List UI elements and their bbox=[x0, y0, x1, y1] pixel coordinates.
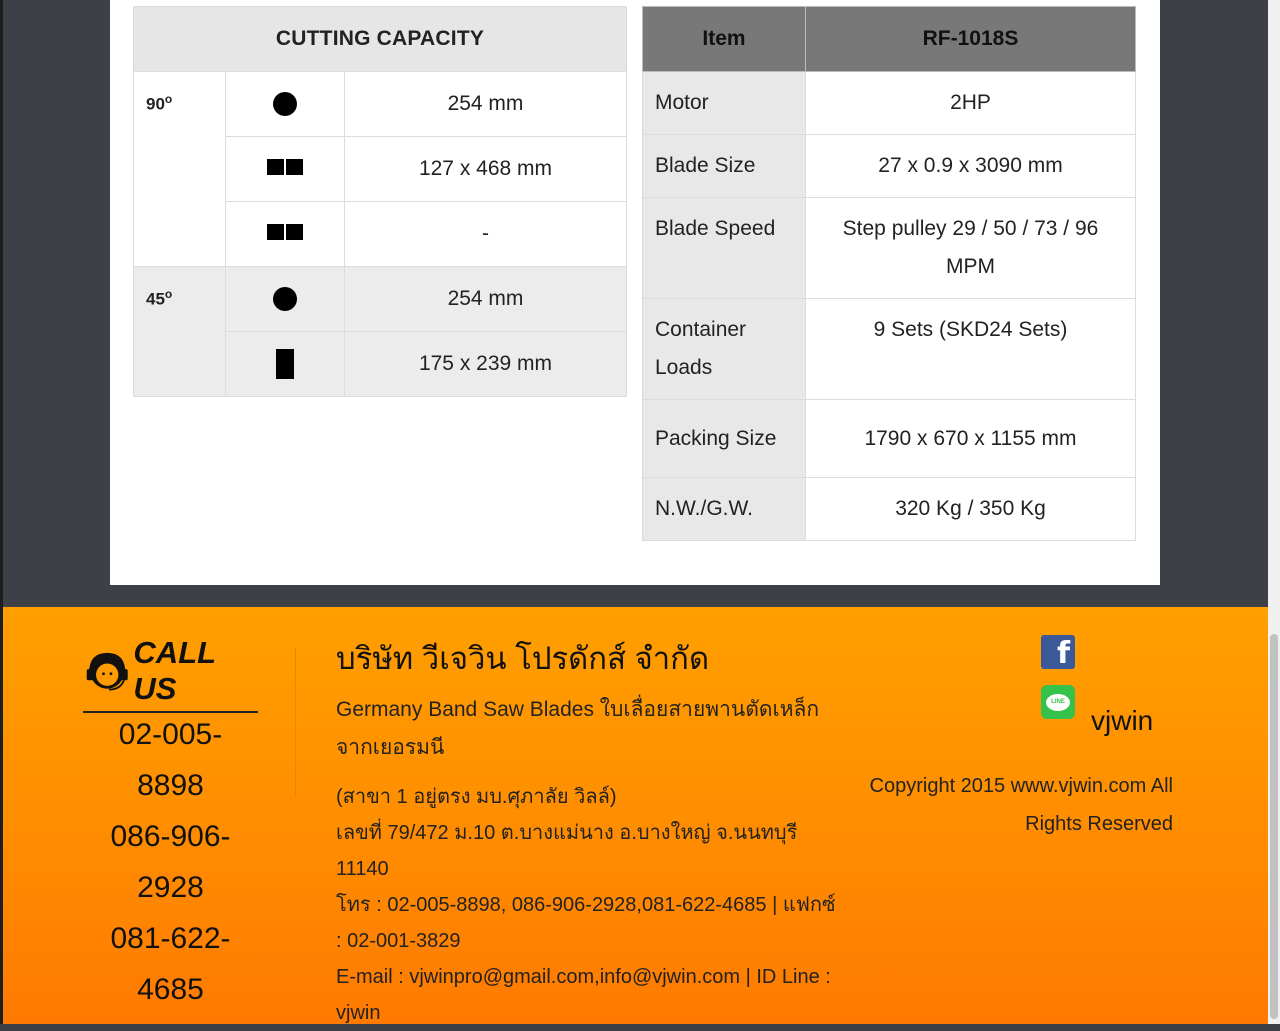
spec-label: Blade Speed bbox=[643, 198, 806, 299]
round-bar-icon bbox=[273, 287, 297, 311]
table-row bbox=[134, 72, 627, 137]
table-row bbox=[643, 72, 1136, 135]
phone-list bbox=[88, 709, 253, 1015]
phone-number[interactable]: 086-906-2928 bbox=[110, 820, 231, 904]
social-links bbox=[1041, 635, 1154, 736]
table-header-row bbox=[643, 7, 1136, 72]
page-scrollbar[interactable] bbox=[1268, 0, 1280, 1024]
table-row bbox=[643, 299, 1136, 400]
call-us-title: CALL US bbox=[133, 635, 216, 706]
table-row bbox=[643, 478, 1136, 541]
tall-rectangle-bar-icon bbox=[276, 349, 294, 379]
item-header: Item bbox=[643, 7, 806, 72]
spec-value: 9 Sets (SKD24 Sets) bbox=[806, 299, 1136, 400]
cutting-capacity-header: CUTTING CAPACITY bbox=[134, 7, 627, 72]
phone-number[interactable]: 02-005-8898 bbox=[118, 718, 223, 802]
rect-shape-cell bbox=[226, 137, 345, 202]
round-bar-icon bbox=[273, 92, 297, 116]
table-row bbox=[643, 400, 1136, 478]
angle-90-cell bbox=[134, 72, 226, 267]
capacity-value: 254 mm bbox=[345, 72, 627, 137]
round-shape-cell bbox=[226, 267, 345, 332]
scrollbar-thumb[interactable] bbox=[1270, 634, 1278, 1019]
site-footer bbox=[3, 607, 1268, 1024]
table-row bbox=[643, 198, 1136, 299]
degree-symbol: o bbox=[164, 287, 173, 301]
spec-value: Step pulley 29 / 50 / 73 / 96 MPM bbox=[806, 198, 1136, 299]
spec-label: Motor bbox=[643, 72, 806, 135]
copyright-text: Copyright 2015 www.vjwin.com All Rights Reserved bbox=[869, 775, 1173, 835]
spec-label: Container Loads bbox=[643, 299, 806, 400]
round-shape-cell bbox=[226, 72, 345, 137]
email-line-text: E-mail : vjwinpro@gmail.com,info@vjwin.com | ID Line : vjwin bbox=[336, 966, 831, 1024]
line-contact bbox=[1041, 685, 1153, 737]
rect-shape-cell bbox=[226, 202, 345, 267]
rectangle-bar-icon bbox=[266, 222, 304, 246]
line-app-icon[interactable]: LINE bbox=[1041, 685, 1075, 719]
spec-label: N.W./G.W. bbox=[643, 478, 806, 541]
product-content bbox=[110, 0, 1160, 585]
company-name: บริษัท วีเจวิน โปรดักส์ จำกัด bbox=[336, 641, 710, 676]
phone-fax-text: โทร : 02-005-8898, 086-906-2928,081-622-4685 | แฟกซ์ : 02-001-3829 bbox=[336, 894, 836, 952]
headset-icon bbox=[83, 645, 131, 697]
degree-symbol: o bbox=[164, 92, 173, 106]
capacity-value: 175 x 239 mm bbox=[345, 332, 627, 397]
table-header-row bbox=[134, 7, 627, 72]
tall-rect-shape-cell bbox=[226, 332, 345, 397]
capacity-value: 127 x 468 mm bbox=[345, 137, 627, 202]
spec-value: 27 x 0.9 x 3090 mm bbox=[806, 135, 1136, 198]
rectangle-bar-icon bbox=[266, 157, 304, 181]
angle-45-cell bbox=[134, 267, 226, 397]
model-header: RF-1018S bbox=[806, 7, 1136, 72]
address-text: เลขที่ 79/472 ม.10 ต.บางแม่นาง อ.บางใหญ่ จ.นนทบุรี 11140 bbox=[336, 822, 798, 880]
table-row bbox=[134, 267, 627, 332]
call-us-block bbox=[83, 635, 258, 713]
capacity-value: - bbox=[345, 202, 627, 267]
line-id: vjwin bbox=[1091, 705, 1154, 736]
company-info bbox=[336, 633, 836, 1031]
call-us-logo bbox=[83, 635, 258, 713]
angle-90-label: 90 bbox=[146, 94, 165, 114]
specification-table bbox=[642, 6, 1136, 541]
spec-value: 1790 x 670 x 1155 mm bbox=[806, 400, 1136, 478]
spec-label: Blade Size bbox=[643, 135, 806, 198]
facebook-icon[interactable]: f bbox=[1041, 635, 1075, 669]
table-row bbox=[643, 135, 1136, 198]
company-tagline: Germany Band Saw Blades ใบเลื่อยสายพานตัดเหล็กจากเยอรมนี bbox=[336, 698, 820, 759]
capacity-value: 254 mm bbox=[345, 267, 627, 332]
phone-number[interactable]: 081-622-4685 bbox=[110, 922, 231, 1006]
spec-value: 2HP bbox=[806, 72, 1136, 135]
spec-label: Packing Size bbox=[643, 400, 806, 478]
company-address bbox=[336, 779, 836, 1031]
spec-value: 320 Kg / 350 Kg bbox=[806, 478, 1136, 541]
cutting-capacity-table bbox=[133, 6, 627, 397]
footer-divider bbox=[295, 647, 296, 797]
angle-45-label: 45 bbox=[146, 289, 165, 309]
branch-text: (สาขา 1 อยู่ตรง มบ.ศุภาลัย วิลล์) bbox=[336, 786, 617, 808]
